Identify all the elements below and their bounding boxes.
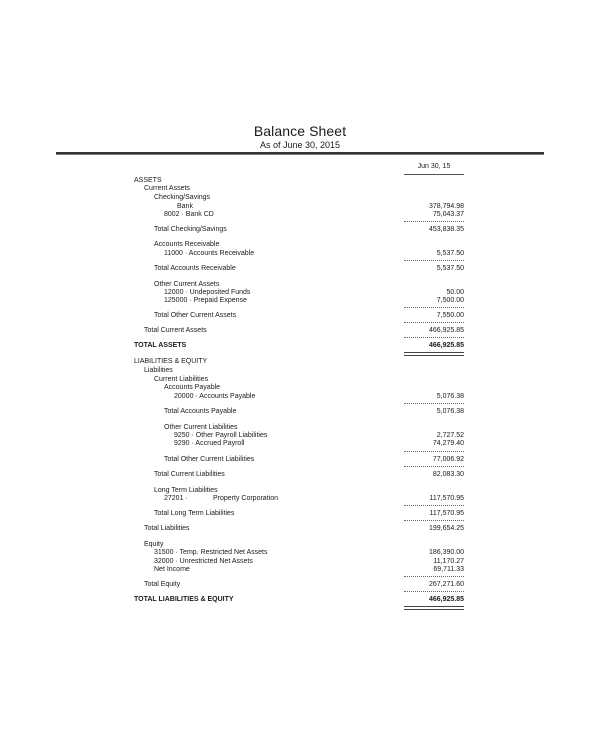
subtotal-rule xyxy=(404,466,464,467)
subtotal-row: Total Other Current Liabilities 77,006.92 xyxy=(164,456,464,463)
subtotal-row: Total Current Assets 466,925.85 xyxy=(144,327,464,334)
account-row: 27201 · Property Corporation 117,570.95 xyxy=(164,495,464,502)
account-row: Bank xyxy=(177,203,193,210)
account-row: 31500 · Temp. Restricted Net Assets 186,390.00 xyxy=(154,549,464,556)
subtotal-row: Total Liabilities 199,654.25 xyxy=(144,525,464,532)
group-heading-accounts-receivable: Accounts Receivable xyxy=(154,241,220,248)
total-rule xyxy=(404,591,464,592)
grand-total-double-rule xyxy=(404,352,464,356)
subtotal-rule xyxy=(404,505,464,506)
group-heading-other-current-assets: Other Current Assets xyxy=(154,281,220,288)
group-heading-accounts-payable: Accounts Payable xyxy=(164,384,221,391)
account-row: 75,043.37 xyxy=(432,211,464,218)
account-row: 32000 · Unrestricted Net Assets 11,170.27 xyxy=(154,558,464,565)
account-row: 20000 · Accounts Payable 5,076.38 xyxy=(174,393,464,400)
subtotal-row: Total Long Term Liabilities 117,570.95 xyxy=(154,510,464,517)
report-title: Balance Sheet xyxy=(253,123,347,139)
account-row: Net Income 69,711.33 xyxy=(154,566,464,573)
subtotal-rule xyxy=(404,403,464,404)
group-heading-current-assets: Current Assets xyxy=(144,185,190,192)
subtotal-rule xyxy=(404,260,464,261)
account-row: 8002 · Bank CD 378,794.98 xyxy=(164,203,464,218)
subtotal-row: Total Other Current Assets 7,550.00 xyxy=(154,312,464,319)
group-heading-liabilities: Liabilities xyxy=(144,367,173,374)
subtotal-row: Total Current Liabilities 82,083.30 xyxy=(154,471,464,478)
subtotal-rule xyxy=(404,520,464,521)
grand-total-double-rule xyxy=(404,606,464,610)
grand-total-row-liabilities-equity: TOTAL LIABILITIES & EQUITY 466,925.85 xyxy=(134,596,464,603)
account-row: 12000 · Undeposited Funds 50.00 xyxy=(164,289,464,296)
account-row: 9250 · Other Payroll Liabilities 2,727.52 xyxy=(174,432,464,439)
account-row: 9290 · Accrued Payroll 74,279.40 xyxy=(174,440,464,447)
subtotal-row: Total Checking/Savings 453,838.35 xyxy=(154,226,464,233)
subtotal-row: Total Accounts Payable 5,076.38 xyxy=(164,408,464,415)
group-heading-equity: Equity xyxy=(144,541,164,548)
column-header: Jun 30, 15 xyxy=(417,163,451,170)
group-heading-current-liabilities: Current Liabilities xyxy=(154,376,209,383)
total-rule xyxy=(404,337,464,338)
subtotal-row: Total Equity 267,271.60 xyxy=(144,581,464,588)
account-row: 125000 · Prepaid Expense 7,500.00 xyxy=(164,297,464,304)
subtotal-rule xyxy=(404,221,464,222)
subtotal-rule xyxy=(404,576,464,577)
report-subtitle: As of June 30, 2015 xyxy=(259,140,341,150)
group-heading-long-term-liabilities: Long Term Liabilities xyxy=(154,487,218,494)
header-rule xyxy=(56,152,544,155)
column-header-rule xyxy=(404,174,464,175)
subtotal-rule xyxy=(404,451,464,452)
subtotal-rule xyxy=(404,307,464,308)
subtotal-row: Total Accounts Receivable 5,537.50 xyxy=(154,265,464,272)
account-row: 11000 · Accounts Receivable 5,537.50 xyxy=(164,250,464,257)
section-heading-assets: ASSETS xyxy=(134,177,162,184)
section-heading-liabilities-equity: LIABILITIES & EQUITY xyxy=(134,358,208,365)
subtotal-rule xyxy=(404,322,464,323)
grand-total-row-assets: TOTAL ASSETS 466,925.85 xyxy=(134,342,464,349)
group-heading-checking-savings: Checking/Savings xyxy=(154,194,211,201)
group-heading-other-current-liabilities: Other Current Liabilities xyxy=(164,424,238,431)
